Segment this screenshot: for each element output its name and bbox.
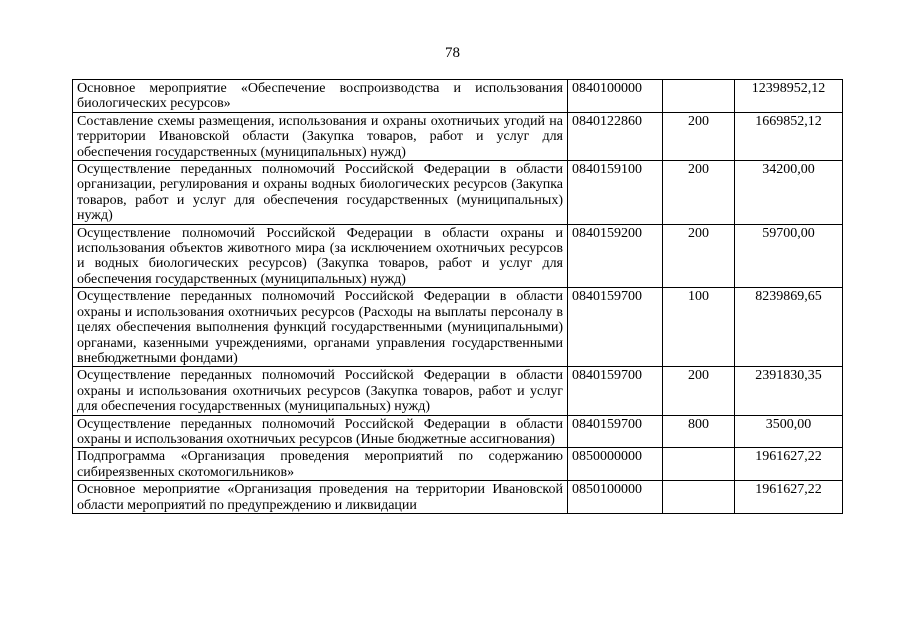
table-row	[73, 415, 843, 448]
row-code: 0840159700	[568, 415, 663, 448]
row-sum: 34200,00	[735, 161, 843, 225]
row-sum: 59700,00	[735, 224, 843, 288]
row-code: 0840100000	[568, 80, 663, 113]
row-sum: 1669852,12	[735, 112, 843, 160]
row-sum: 3500,00	[735, 415, 843, 448]
table-row	[73, 288, 843, 367]
row-sum: 8239869,65	[735, 288, 843, 367]
table-row	[73, 224, 843, 288]
row-name: Осуществление переданных полномочий Российской Федерации в области охраны и использования охотничьих ресурсов (Иные бюджетные ассигнования)	[73, 415, 568, 448]
table-row	[73, 161, 843, 225]
row-expense-type: 100	[663, 288, 735, 367]
row-name: Осуществление переданных полномочий Российской Федерации в области охраны и использования охотничьих ресурсов (Расходы на выплаты персоналу в целях обеспечения выполнения функций государственными (муниципальными) органами, казенными учреждениями, органами управления государственными внебюджетными фондами)	[73, 288, 568, 367]
row-expense-type: 200	[663, 367, 735, 415]
row-sum: 1961627,22	[735, 481, 843, 514]
row-code: 0840159700	[568, 288, 663, 367]
row-name: Составление схемы размещения, использования и охраны охотничьих угодий на территории Ивановской области (Закупка товаров, работ и услуг для обеспечения государственных (муниципальных) нужд)	[73, 112, 568, 160]
row-expense-type	[663, 80, 735, 113]
budget-table	[72, 79, 843, 514]
row-expense-type: 200	[663, 224, 735, 288]
row-expense-type: 800	[663, 415, 735, 448]
row-sum: 2391830,35	[735, 367, 843, 415]
row-name: Подпрограмма «Организация проведения мероприятий по содержанию сибиреязвенных скотомогильников»	[73, 448, 568, 481]
row-code: 0840122860	[568, 112, 663, 160]
row-sum: 12398952,12	[735, 80, 843, 113]
table-row	[73, 481, 843, 514]
table-row	[73, 448, 843, 481]
row-expense-type	[663, 448, 735, 481]
row-sum: 1961627,22	[735, 448, 843, 481]
page-number: 78	[445, 45, 460, 61]
row-code: 0840159200	[568, 224, 663, 288]
table-row	[73, 112, 843, 160]
row-name: Осуществление переданных полномочий Российской Федерации в области организации, регулирования и охраны водных биологических ресурсов (Закупка товаров, работ и услуг для обеспечения государственных (муниципальных) нужд)	[73, 161, 568, 225]
row-name: Основное мероприятие «Организация проведения на территории Ивановской области мероприятий по предупреждению и ликвидации	[73, 481, 568, 514]
table-row	[73, 80, 843, 113]
row-expense-type	[663, 481, 735, 514]
row-code: 0850100000	[568, 481, 663, 514]
row-expense-type: 200	[663, 112, 735, 160]
table-row	[73, 367, 843, 415]
row-code: 0840159100	[568, 161, 663, 225]
row-name: Основное мероприятие «Обеспечение воспроизводства и использования биологических ресурсов»	[73, 80, 568, 113]
row-code: 0850000000	[568, 448, 663, 481]
row-code: 0840159700	[568, 367, 663, 415]
row-name: Осуществление переданных полномочий Российской Федерации в области охраны и использования охотничьих ресурсов (Закупка товаров, работ и услуг для обеспечения государственных (муниципальных) нужд)	[73, 367, 568, 415]
row-name: Осуществление полномочий Российской Федерации в области охраны и использования объектов животного мира (за исключением охотничьих ресурсов и водных биологических ресурсов) (Закупка товаров, работ и услуг для обеспечения государственных (муниципальных) нужд)	[73, 224, 568, 288]
row-expense-type: 200	[663, 161, 735, 225]
